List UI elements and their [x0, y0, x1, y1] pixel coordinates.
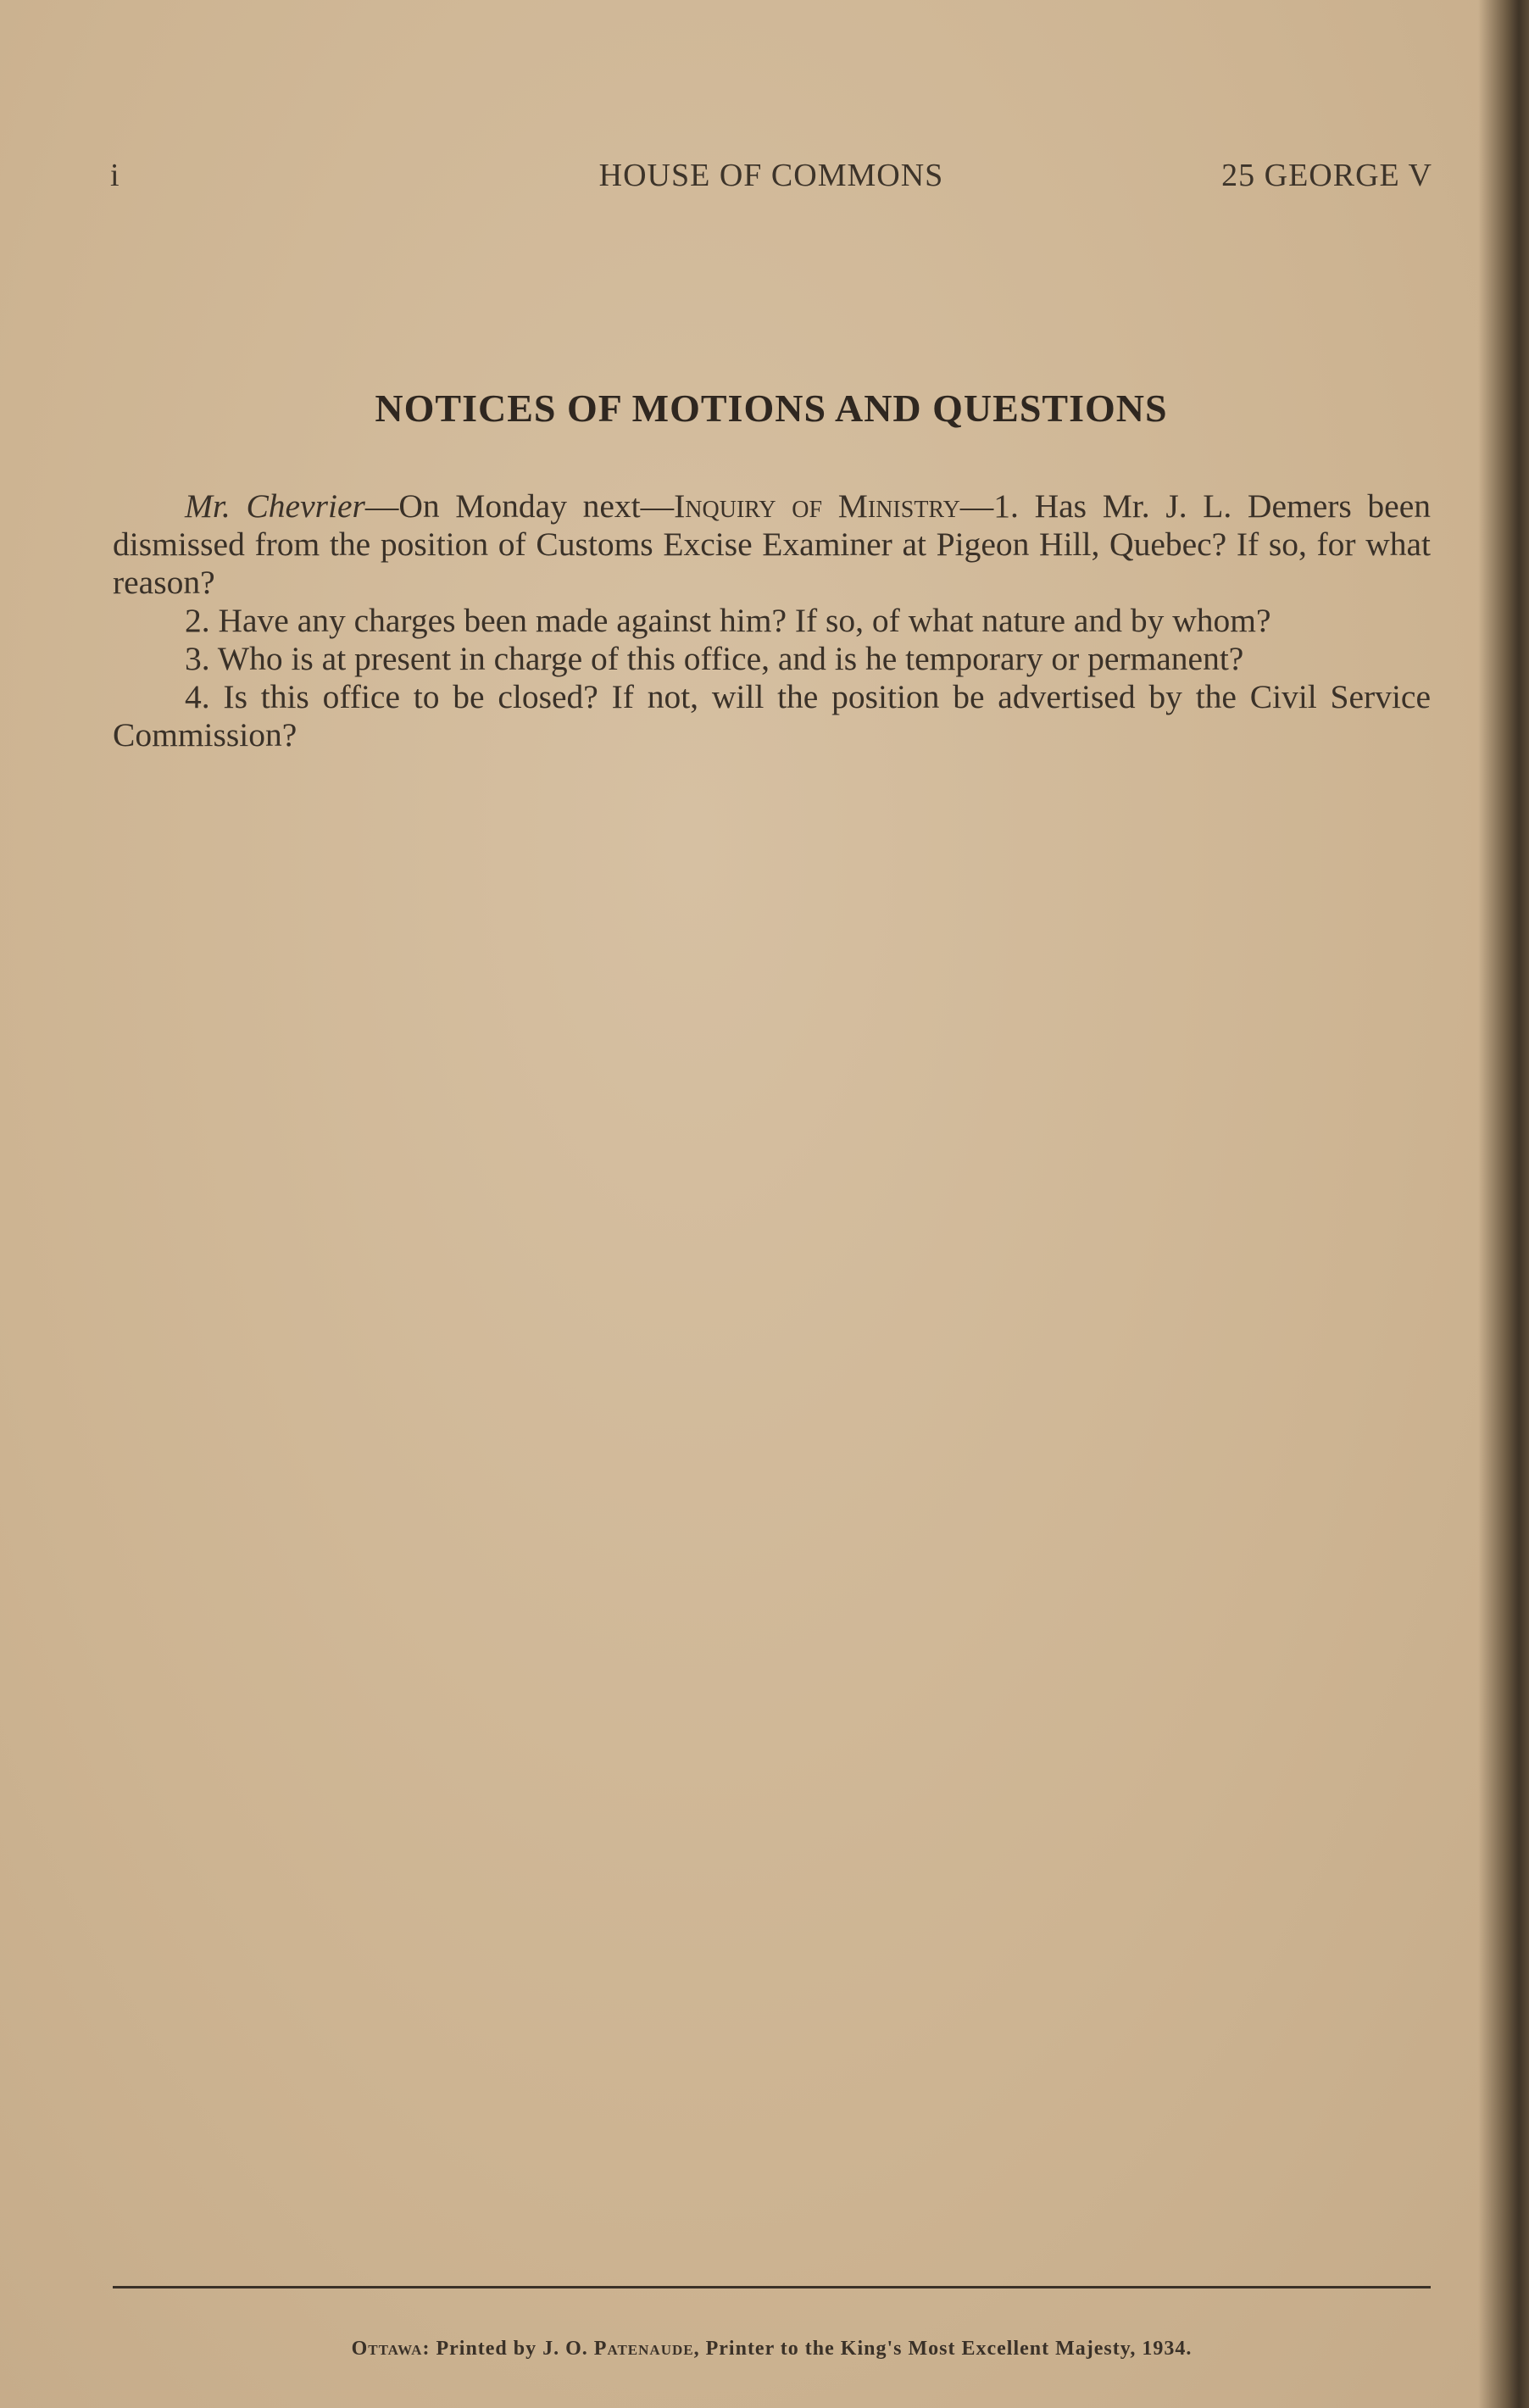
notice-body — [113, 487, 1431, 754]
imprint-printer-name: Patenaude — [593, 2338, 694, 2360]
page-number: i — [110, 158, 120, 193]
mover-name: Mr. Chevrier — [185, 487, 365, 525]
running-head-title: HOUSE OF COMMONS — [598, 158, 944, 193]
page-binding-edge — [1478, 0, 1529, 2408]
running-head — [110, 157, 1432, 199]
regnal-year: 25 GEORGE V — [1221, 158, 1432, 193]
notice-paragraph-1 — [113, 487, 1431, 602]
question-1: —1. Has Mr. J. L. Demers been dismissed from the position of Customs Excise Examiner at Pigeon Hill, Quebec? If so, for what reason? — [113, 487, 1431, 601]
footer-rule — [113, 2286, 1431, 2288]
imprint-printer-title: , Printer to the King's Most Excellent Majesty, 1934. — [693, 2338, 1193, 2360]
imprint-printed-by: : Printed by J. O. — [422, 2338, 594, 2360]
imprint-place: Ottawa — [351, 2338, 423, 2360]
question-2: 2. Have any charges been made against him? If so, of what nature and by whom? — [185, 602, 1271, 639]
notice-timing: —On Monday next— — [364, 487, 675, 525]
printer-imprint — [113, 2338, 1431, 2361]
question-4: 4. Is this office to be closed? If not, will the position be advertised by the Civil Service Commission? — [113, 678, 1431, 754]
question-3: 3. Who is at present in charge of this office, and is he temporary or permanent? — [185, 640, 1244, 677]
page-title: NOTICES OF MOTIONS AND QUESTIONS — [375, 387, 1168, 430]
inquiry-label: Inquiry of Ministry — [674, 487, 960, 525]
